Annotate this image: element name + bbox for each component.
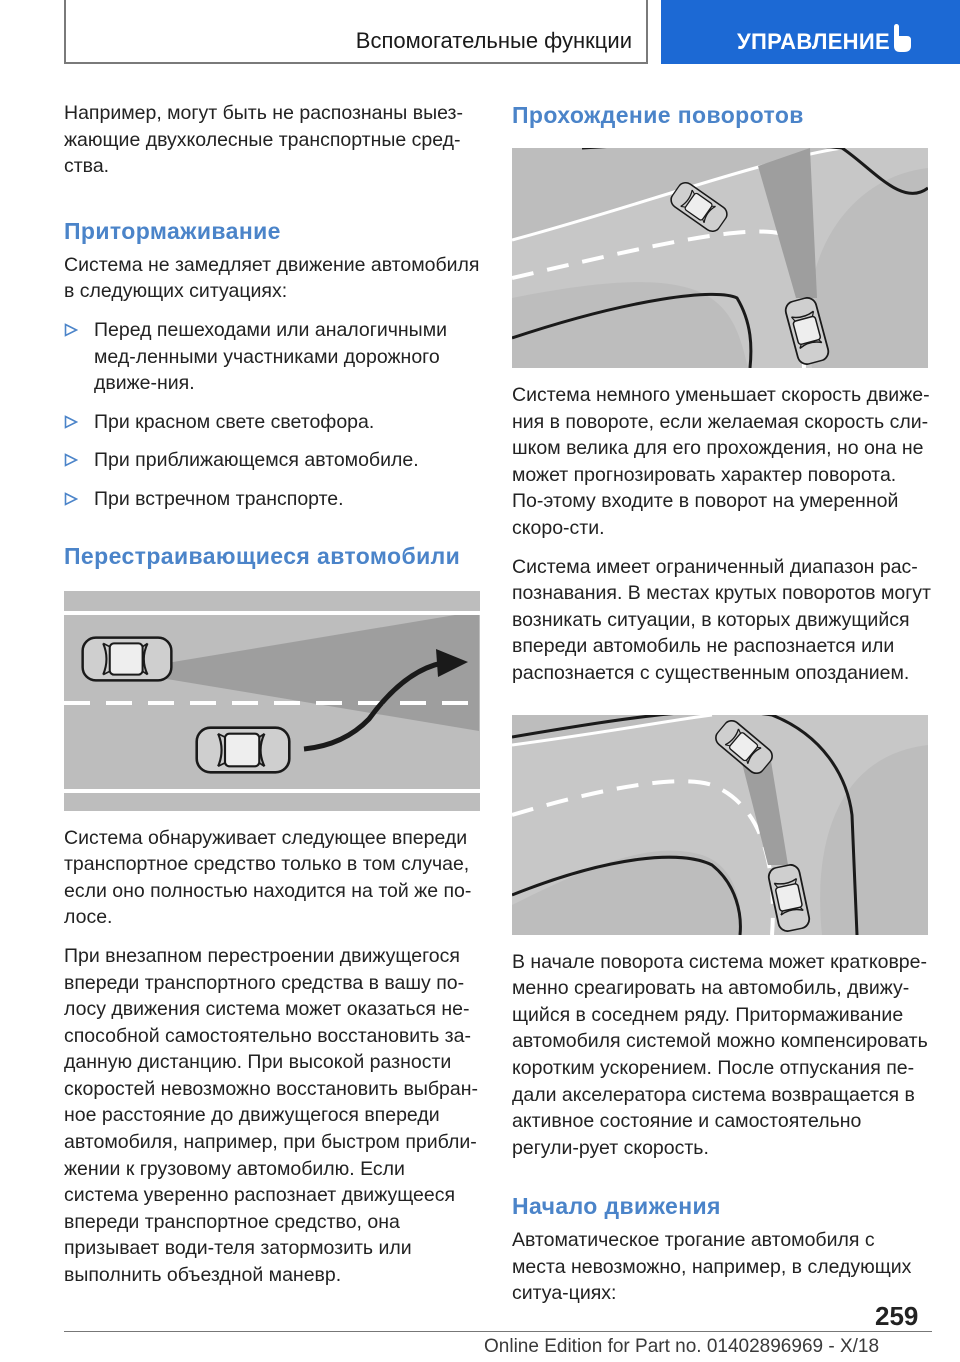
header-chapter-tab xyxy=(661,0,960,64)
triangle-bullet-icon xyxy=(64,415,78,429)
list-item xyxy=(64,317,484,397)
right-column xyxy=(512,100,932,1307)
braking-situations-list xyxy=(64,317,484,513)
header-section-tab xyxy=(64,0,648,64)
curves-paragraph-3: В начале поворота система может кратковре-менно среагировать на автомобиль, движу-щийся в соседнем ряду. Притормаживание автомобиля системой можно компенсировать коротким ускорением. После отпускания пе-дали акселератора система возвращается в активное состояние и самостоятельно регули-рует скорость. xyxy=(512,950,928,1159)
footer-edition: Online Edition for Part no. 01402896969 - X/18 xyxy=(484,1336,880,1357)
left-column xyxy=(64,100,484,1289)
lane-change-paragraph-1: Система обнаруживает следующее впереди транспортное средство только в том случае, если оно полностью находится на той же по-лосе. xyxy=(64,826,472,929)
list-item xyxy=(64,447,484,474)
triangle-bullet-icon xyxy=(64,453,78,467)
footer-divider xyxy=(64,1331,932,1332)
merging-car xyxy=(197,727,290,772)
start-heading: Начало движения xyxy=(512,1193,721,1220)
list-item-text: Перед пешеходами или аналогичными мед-ленными участниками дорожного движе-ния. xyxy=(94,318,447,395)
triangle-bullet-icon xyxy=(64,492,78,506)
intro-paragraph: Например, могут быть не распознаны выез-жающие двухколесные транспортные сред-ства. xyxy=(64,102,463,178)
page-number: 259 xyxy=(875,1301,919,1331)
triangle-bullet-icon xyxy=(64,323,78,337)
curve-illustration-2 xyxy=(512,715,928,935)
list-item-text: При красном свете светофора. xyxy=(94,410,375,433)
header-section-title: Вспомогательные функции xyxy=(355,28,632,53)
list-item xyxy=(64,486,484,513)
start-paragraph: Автоматическое трогание автомобиля с места невозможно, например, в следующих ситуа-циях: xyxy=(512,1229,912,1305)
curve-illustration-1 xyxy=(512,148,928,368)
hand-pointer-icon xyxy=(892,24,912,52)
car-ahead xyxy=(83,637,172,680)
curves-paragraph-1: Система немного уменьшает скорость движе-ния в повороте, если желаемая скорость сли-шком велика для его прохождения, но она не может прогнозировать характер поворота. По-этому входите в поворот на умеренной скоро-сти. xyxy=(512,384,930,539)
list-item-text: При встречном транспорте. xyxy=(94,487,344,510)
braking-intro: Система не замедляет движение автомобиля в следующих ситуациях: xyxy=(64,253,480,303)
curves-paragraph-2: Система имеет ограниченный диапазон рас-познавания. В местах крутых поворотов могут возникать ситуации, в которых движущийся впереди автомобиль не распознается или распознается с существенным опозданием. xyxy=(512,555,931,684)
lane-change-paragraph-2: При внезапном перестроении движущегося впереди транспортного средства в вашу по-лосу движения система может оказаться не-способной самостоятельно восстановить за-данную дистанцию. При высокой разности скоростей невозможно восстановить выбран-ное расстояние до движущегося впереди автомобиля, например, при быстром прибли-жении к грузовому автомобилю. Если система уверенно распознает движущееся впереди транспортное средство, она призывает води-теля затормозить или выполнить объездной маневр. xyxy=(64,944,478,1287)
header-chapter-title: УПРАВЛЕНИЕ xyxy=(737,29,890,54)
lane-change-illustration xyxy=(64,591,480,811)
curves-heading: Прохождение поворотов xyxy=(512,102,804,128)
braking-heading: Притормаживание xyxy=(64,217,281,244)
lane-change-heading: Перестраивающиеся автомобили xyxy=(64,542,461,569)
list-item-text: При приближающемся автомобиле. xyxy=(94,449,419,472)
list-item xyxy=(64,409,484,436)
